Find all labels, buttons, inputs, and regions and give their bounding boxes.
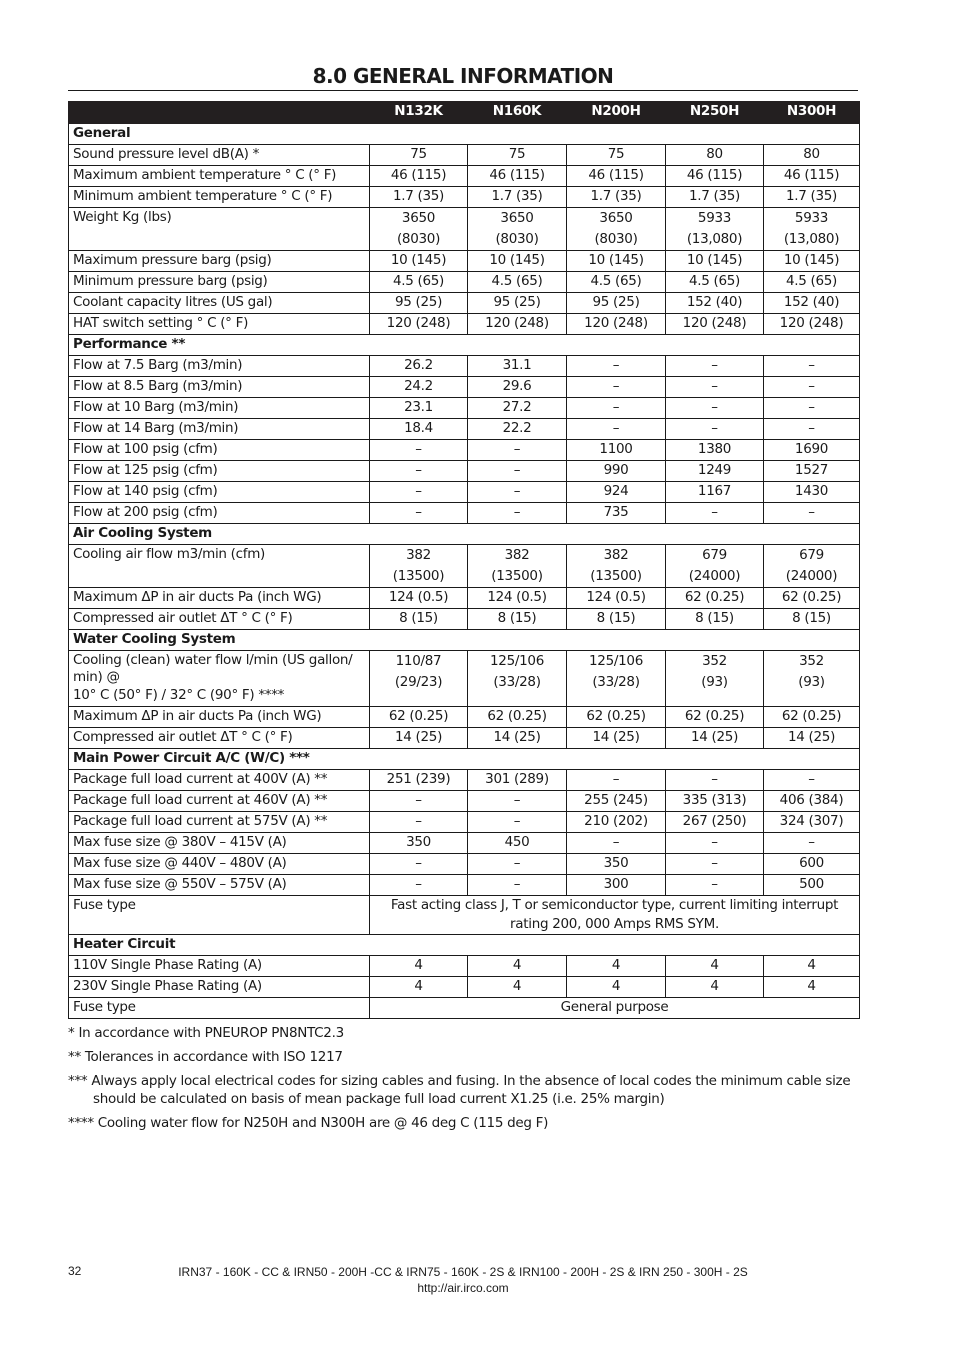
value-cell: 350: [567, 854, 666, 875]
value-cell: 152 (40): [764, 293, 860, 314]
value-cell: 14 (25): [370, 728, 468, 749]
value-cell: [468, 651, 567, 707]
value-cell: 75: [567, 145, 666, 166]
value-cell: [468, 545, 567, 588]
table-row: [69, 377, 860, 398]
value-cell: –: [764, 356, 860, 377]
value-cell: 255 (245): [567, 791, 666, 812]
value-cell: 4: [764, 956, 860, 977]
table-body: [69, 124, 860, 1019]
section-row: [69, 335, 860, 356]
row-label: Sound pressure level dB(A) *: [69, 145, 370, 166]
value-cell: 1.7 (35): [666, 187, 764, 208]
table-row: [69, 251, 860, 272]
value-cell: –: [468, 503, 567, 524]
row-label: Coolant capacity litres (US gal): [69, 293, 370, 314]
row-label: HAT switch setting ° C (° F): [69, 314, 370, 335]
value-cell: [764, 545, 860, 588]
footnote-1: * In accordance with PNEUROP PN8NTC2.3: [68, 1025, 344, 1041]
value-cell: 1167: [666, 482, 764, 503]
footnote-2: ** Tolerances in accordance with ISO 1217: [68, 1049, 343, 1065]
cell-line: Fast acting class J, T or semiconductor type, current limiting interrupt: [390, 897, 839, 913]
value-cell: [370, 545, 468, 588]
page-footer: [68, 1264, 858, 1296]
footnotes: [68, 1024, 858, 1138]
cell-line: 382: [406, 547, 431, 563]
value-cell: 120 (248): [567, 314, 666, 335]
value-cell: 62 (0.25): [764, 588, 860, 609]
value-cell: –: [567, 770, 666, 791]
section-row: [69, 124, 860, 145]
value-cell: 500: [764, 875, 860, 896]
value-cell: 62 (0.25): [468, 707, 567, 728]
cell-line: (8030): [495, 231, 539, 247]
value-cell: –: [370, 812, 468, 833]
value-cell: 301 (289): [468, 770, 567, 791]
cell-line: 382: [603, 547, 629, 563]
cell-line: (13,080): [686, 231, 743, 247]
cell-line: (8030): [396, 231, 441, 247]
value-cell: 406 (384): [764, 791, 860, 812]
value-cell: –: [370, 482, 468, 503]
column-header-n132k: N132K: [370, 102, 468, 124]
value-cell: [567, 545, 666, 588]
value-cell: –: [370, 791, 468, 812]
value-cell: 4: [370, 977, 468, 998]
value-cell: 4: [567, 977, 666, 998]
cell-line: (13500): [590, 568, 642, 584]
table-row: [69, 833, 860, 854]
value-cell: 23.1: [370, 398, 468, 419]
value-cell: –: [370, 875, 468, 896]
section-heading: Main Power Circuit A/C (W/C) ***: [69, 749, 860, 770]
value-cell: 95 (25): [468, 293, 567, 314]
value-cell: –: [567, 356, 666, 377]
row-label: Weight Kg (lbs): [69, 208, 370, 251]
cell-line: (13500): [392, 568, 445, 584]
label-line: 10° C (50° F) / 32° C (90° F) ****: [73, 687, 285, 703]
value-cell: 1.7 (35): [764, 187, 860, 208]
footnote-3: *** Always apply local electrical codes for sizing cables and fusing. In the absence of local codes the minimum cable size should be calculated on basis of mean package full load current X1.25 (i.e. 25% margin): [68, 1073, 851, 1107]
table-row: [69, 728, 860, 749]
table-row: [69, 314, 860, 335]
value-cell: 735: [567, 503, 666, 524]
value-cell: [370, 208, 468, 251]
value-cell: [764, 651, 860, 707]
cell-line: (33/28): [592, 674, 640, 690]
value-cell: 990: [567, 461, 666, 482]
row-label: Minimum ambient temperature ° C (° F): [69, 187, 370, 208]
value-cell: 1249: [666, 461, 764, 482]
value-cell: 4.5 (65): [468, 272, 567, 293]
value-cell: 4: [666, 977, 764, 998]
row-label: Flow at 125 psig (cfm): [69, 461, 370, 482]
row-label: Max fuse size @ 380V – 415V (A): [69, 833, 370, 854]
value-cell: –: [468, 482, 567, 503]
spanning-value-cell: [370, 998, 860, 1019]
value-cell: –: [567, 377, 666, 398]
label-line: Cooling (clean) water flow l/min (US gallon/: [73, 652, 353, 668]
value-cell: 8 (15): [468, 609, 567, 630]
value-cell: 1527: [764, 461, 860, 482]
cell-line: 110/87: [395, 653, 442, 669]
value-cell: 80: [764, 145, 860, 166]
table-row: [69, 812, 860, 833]
row-label: Flow at 7.5 Barg (m3/min): [69, 356, 370, 377]
value-cell: 251 (239): [370, 770, 468, 791]
cell-line: (13,080): [783, 231, 840, 247]
value-cell: –: [666, 770, 764, 791]
section-heading: General: [69, 124, 860, 145]
value-cell: 95 (25): [567, 293, 666, 314]
table-row: [69, 419, 860, 440]
row-label: Flow at 8.5 Barg (m3/min): [69, 377, 370, 398]
table-row: [69, 461, 860, 482]
value-cell: 62 (0.25): [370, 707, 468, 728]
value-cell: 4.5 (65): [370, 272, 468, 293]
row-label: Minimum pressure barg (psig): [69, 272, 370, 293]
value-cell: 14 (25): [764, 728, 860, 749]
value-cell: 120 (248): [764, 314, 860, 335]
table-row: [69, 977, 860, 998]
section-row: [69, 935, 860, 956]
value-cell: –: [370, 461, 468, 482]
cell-line: 679: [702, 547, 727, 563]
row-label: Maximum ΔP in air ducts Pa (inch WG): [69, 707, 370, 728]
value-cell: 10 (145): [567, 251, 666, 272]
row-label: Maximum pressure barg (psig): [69, 251, 370, 272]
row-label: 230V Single Phase Rating (A): [69, 977, 370, 998]
value-cell: –: [666, 398, 764, 419]
row-label: 110V Single Phase Rating (A): [69, 956, 370, 977]
value-cell: 1690: [764, 440, 860, 461]
table-row: [69, 356, 860, 377]
specification-table: [68, 101, 860, 1019]
table-row: [69, 166, 860, 187]
table-row: [69, 187, 860, 208]
value-cell: 120 (248): [370, 314, 468, 335]
table-row: [69, 398, 860, 419]
value-cell: 4: [370, 956, 468, 977]
value-cell: 46 (115): [764, 166, 860, 187]
table-row: [69, 875, 860, 896]
row-label: Flow at 14 Barg (m3/min): [69, 419, 370, 440]
row-label: Flow at 200 psig (cfm): [69, 503, 370, 524]
value-cell: –: [764, 833, 860, 854]
cell-line: 125/106: [589, 653, 643, 669]
value-cell: 27.2: [468, 398, 567, 419]
value-cell: –: [567, 833, 666, 854]
table-row: [69, 998, 860, 1019]
cell-line: 3650: [401, 210, 436, 226]
value-cell: 267 (250): [666, 812, 764, 833]
cell-line: 382: [504, 547, 530, 563]
value-cell: 4: [468, 977, 567, 998]
value-cell: –: [370, 440, 468, 461]
value-cell: 62 (0.25): [567, 707, 666, 728]
value-cell: 24.2: [370, 377, 468, 398]
cell-line: 5933: [794, 210, 829, 226]
row-label: Cooling air flow m3/min (cfm): [69, 545, 370, 588]
row-label: Flow at 10 Barg (m3/min): [69, 398, 370, 419]
section-heading: Performance **: [69, 335, 860, 356]
value-cell: 4.5 (65): [567, 272, 666, 293]
value-cell: 10 (145): [764, 251, 860, 272]
section-row: [69, 630, 860, 651]
value-cell: 8 (15): [666, 609, 764, 630]
cell-line: (93): [798, 674, 825, 690]
value-cell: [370, 651, 468, 707]
cell-line: (29/23): [394, 674, 443, 690]
cell-line: rating 200, 000 Amps RMS SYM.: [510, 916, 719, 932]
row-label: [69, 651, 370, 707]
table-row: [69, 791, 860, 812]
value-cell: 124 (0.5): [370, 588, 468, 609]
header-blank-cell: [69, 102, 370, 124]
value-cell: –: [764, 398, 860, 419]
value-cell: 924: [567, 482, 666, 503]
value-cell: –: [468, 854, 567, 875]
cell-line: (24000): [785, 568, 838, 584]
value-cell: –: [666, 419, 764, 440]
value-cell: 14 (25): [468, 728, 567, 749]
value-cell: 14 (25): [666, 728, 764, 749]
cell-line: 352: [702, 653, 727, 669]
value-cell: [666, 651, 764, 707]
section-heading: Heater Circuit: [69, 935, 860, 956]
value-cell: 80: [666, 145, 764, 166]
value-cell: 8 (15): [764, 609, 860, 630]
value-cell: –: [468, 812, 567, 833]
value-cell: 210 (202): [567, 812, 666, 833]
value-cell: –: [468, 461, 567, 482]
value-cell: 335 (313): [666, 791, 764, 812]
value-cell: 1430: [764, 482, 860, 503]
value-cell: 10 (145): [468, 251, 567, 272]
row-label: Package full load current at 400V (A) **: [69, 770, 370, 791]
value-cell: –: [764, 377, 860, 398]
table-header-row: [69, 102, 860, 124]
table-row: [69, 208, 860, 251]
row-label: Max fuse size @ 550V – 575V (A): [69, 875, 370, 896]
footnote-4: **** Cooling water flow for N250H and N300H are @ 46 deg C (115 deg F): [68, 1115, 549, 1131]
value-cell: [666, 208, 764, 251]
column-header-n160k: N160K: [468, 102, 567, 124]
table-row: [69, 896, 860, 935]
cell-line: (93): [701, 674, 728, 690]
cell-line: General purpose: [560, 999, 669, 1015]
cell-line: (33/28): [493, 674, 541, 690]
value-cell: –: [666, 503, 764, 524]
value-cell: 62 (0.25): [764, 707, 860, 728]
value-cell: –: [370, 503, 468, 524]
column-header-n300h: N300H: [764, 102, 860, 124]
value-cell: –: [666, 875, 764, 896]
value-cell: 1100: [567, 440, 666, 461]
value-cell: –: [468, 791, 567, 812]
value-cell: –: [468, 875, 567, 896]
table-row: [69, 956, 860, 977]
value-cell: 8 (15): [370, 609, 468, 630]
row-label: Flow at 140 psig (cfm): [69, 482, 370, 503]
value-cell: 46 (115): [567, 166, 666, 187]
cell-line: (24000): [688, 568, 741, 584]
value-cell: –: [666, 356, 764, 377]
value-cell: 95 (25): [370, 293, 468, 314]
value-cell: –: [764, 419, 860, 440]
value-cell: 46 (115): [666, 166, 764, 187]
section-heading: Air Cooling System: [69, 524, 860, 545]
value-cell: [567, 208, 666, 251]
table-row: [69, 272, 860, 293]
table-row: [69, 440, 860, 461]
cell-line: 3650: [599, 210, 633, 226]
cell-line: 679: [799, 547, 824, 563]
table-row: [69, 588, 860, 609]
value-cell: 10 (145): [370, 251, 468, 272]
value-cell: 152 (40): [666, 293, 764, 314]
value-cell: [764, 208, 860, 251]
table-row: [69, 145, 860, 166]
page-number: 32: [68, 1264, 82, 1278]
row-label: Maximum ΔP in air ducts Pa (inch WG): [69, 588, 370, 609]
value-cell: 124 (0.5): [567, 588, 666, 609]
value-cell: 450: [468, 833, 567, 854]
table-row: [69, 503, 860, 524]
value-cell: –: [764, 503, 860, 524]
cell-line: 352: [799, 653, 824, 669]
value-cell: 14 (25): [567, 728, 666, 749]
value-cell: 62 (0.25): [666, 707, 764, 728]
column-header-n250h: N250H: [666, 102, 764, 124]
value-cell: 31.1: [468, 356, 567, 377]
value-cell: 75: [370, 145, 468, 166]
value-cell: 120 (248): [468, 314, 567, 335]
cell-line: 3650: [500, 210, 534, 226]
section-heading: Water Cooling System: [69, 630, 860, 651]
value-cell: 350: [370, 833, 468, 854]
value-cell: 26.2: [370, 356, 468, 377]
value-cell: –: [764, 770, 860, 791]
value-cell: 75: [468, 145, 567, 166]
row-label: Fuse type: [69, 998, 370, 1019]
row-label: Max fuse size @ 440V – 480V (A): [69, 854, 370, 875]
value-cell: –: [567, 398, 666, 419]
value-cell: –: [370, 854, 468, 875]
value-cell: 600: [764, 854, 860, 875]
row-label: Fuse type: [69, 896, 370, 935]
table-row: [69, 609, 860, 630]
value-cell: 120 (248): [666, 314, 764, 335]
section-row: [69, 749, 860, 770]
value-cell: 46 (115): [370, 166, 468, 187]
footer-url: http://air.irco.com: [417, 1281, 509, 1295]
cell-line: (13500): [491, 568, 543, 584]
value-cell: 1.7 (35): [567, 187, 666, 208]
value-cell: 324 (307): [764, 812, 860, 833]
label-line: min) @: [73, 669, 120, 685]
value-cell: 1380: [666, 440, 764, 461]
title-divider: [68, 90, 858, 91]
row-label: Flow at 100 psig (cfm): [69, 440, 370, 461]
value-cell: 4: [468, 956, 567, 977]
value-cell: 10 (145): [666, 251, 764, 272]
section-row: [69, 524, 860, 545]
value-cell: 4: [666, 956, 764, 977]
value-cell: 4.5 (65): [764, 272, 860, 293]
value-cell: –: [666, 833, 764, 854]
table-row: [69, 293, 860, 314]
cell-line: 5933: [697, 210, 732, 226]
value-cell: 62 (0.25): [666, 588, 764, 609]
row-label: Compressed air outlet ΔT ° C (° F): [69, 609, 370, 630]
row-label: Package full load current at 575V (A) **: [69, 812, 370, 833]
table-row: [69, 770, 860, 791]
value-cell: 1.7 (35): [370, 187, 468, 208]
value-cell: 4.5 (65): [666, 272, 764, 293]
value-cell: [666, 545, 764, 588]
table-row: [69, 707, 860, 728]
table-row: [69, 545, 860, 588]
footer-model-line: IRN37 - 160K - CC & IRN50 - 200H -CC & IRN75 - 160K - 2S & IRN100 - 200H - 2S & IRN 250 - 300H - 2S: [178, 1265, 748, 1279]
table-row: [69, 854, 860, 875]
value-cell: 29.6: [468, 377, 567, 398]
page-title: 8.0 GENERAL INFORMATION: [312, 64, 614, 88]
cell-line: 125/106: [490, 653, 544, 669]
value-cell: 8 (15): [567, 609, 666, 630]
value-cell: 4: [567, 956, 666, 977]
value-cell: 300: [567, 875, 666, 896]
value-cell: –: [666, 854, 764, 875]
value-cell: 4: [764, 977, 860, 998]
row-label: Maximum ambient temperature ° C (° F): [69, 166, 370, 187]
row-label: Compressed air outlet ΔT ° C (° F): [69, 728, 370, 749]
value-cell: 1.7 (35): [468, 187, 567, 208]
table-row: [69, 482, 860, 503]
value-cell: 124 (0.5): [468, 588, 567, 609]
value-cell: –: [468, 440, 567, 461]
row-label: Package full load current at 460V (A) **: [69, 791, 370, 812]
spanning-value-cell: [370, 896, 860, 935]
value-cell: 18.4: [370, 419, 468, 440]
table-row: [69, 651, 860, 707]
column-header-n200h: N200H: [567, 102, 666, 124]
value-cell: –: [567, 419, 666, 440]
value-cell: [567, 651, 666, 707]
value-cell: 46 (115): [468, 166, 567, 187]
value-cell: –: [666, 377, 764, 398]
value-cell: 22.2: [468, 419, 567, 440]
cell-line: (8030): [594, 231, 638, 247]
value-cell: [468, 208, 567, 251]
